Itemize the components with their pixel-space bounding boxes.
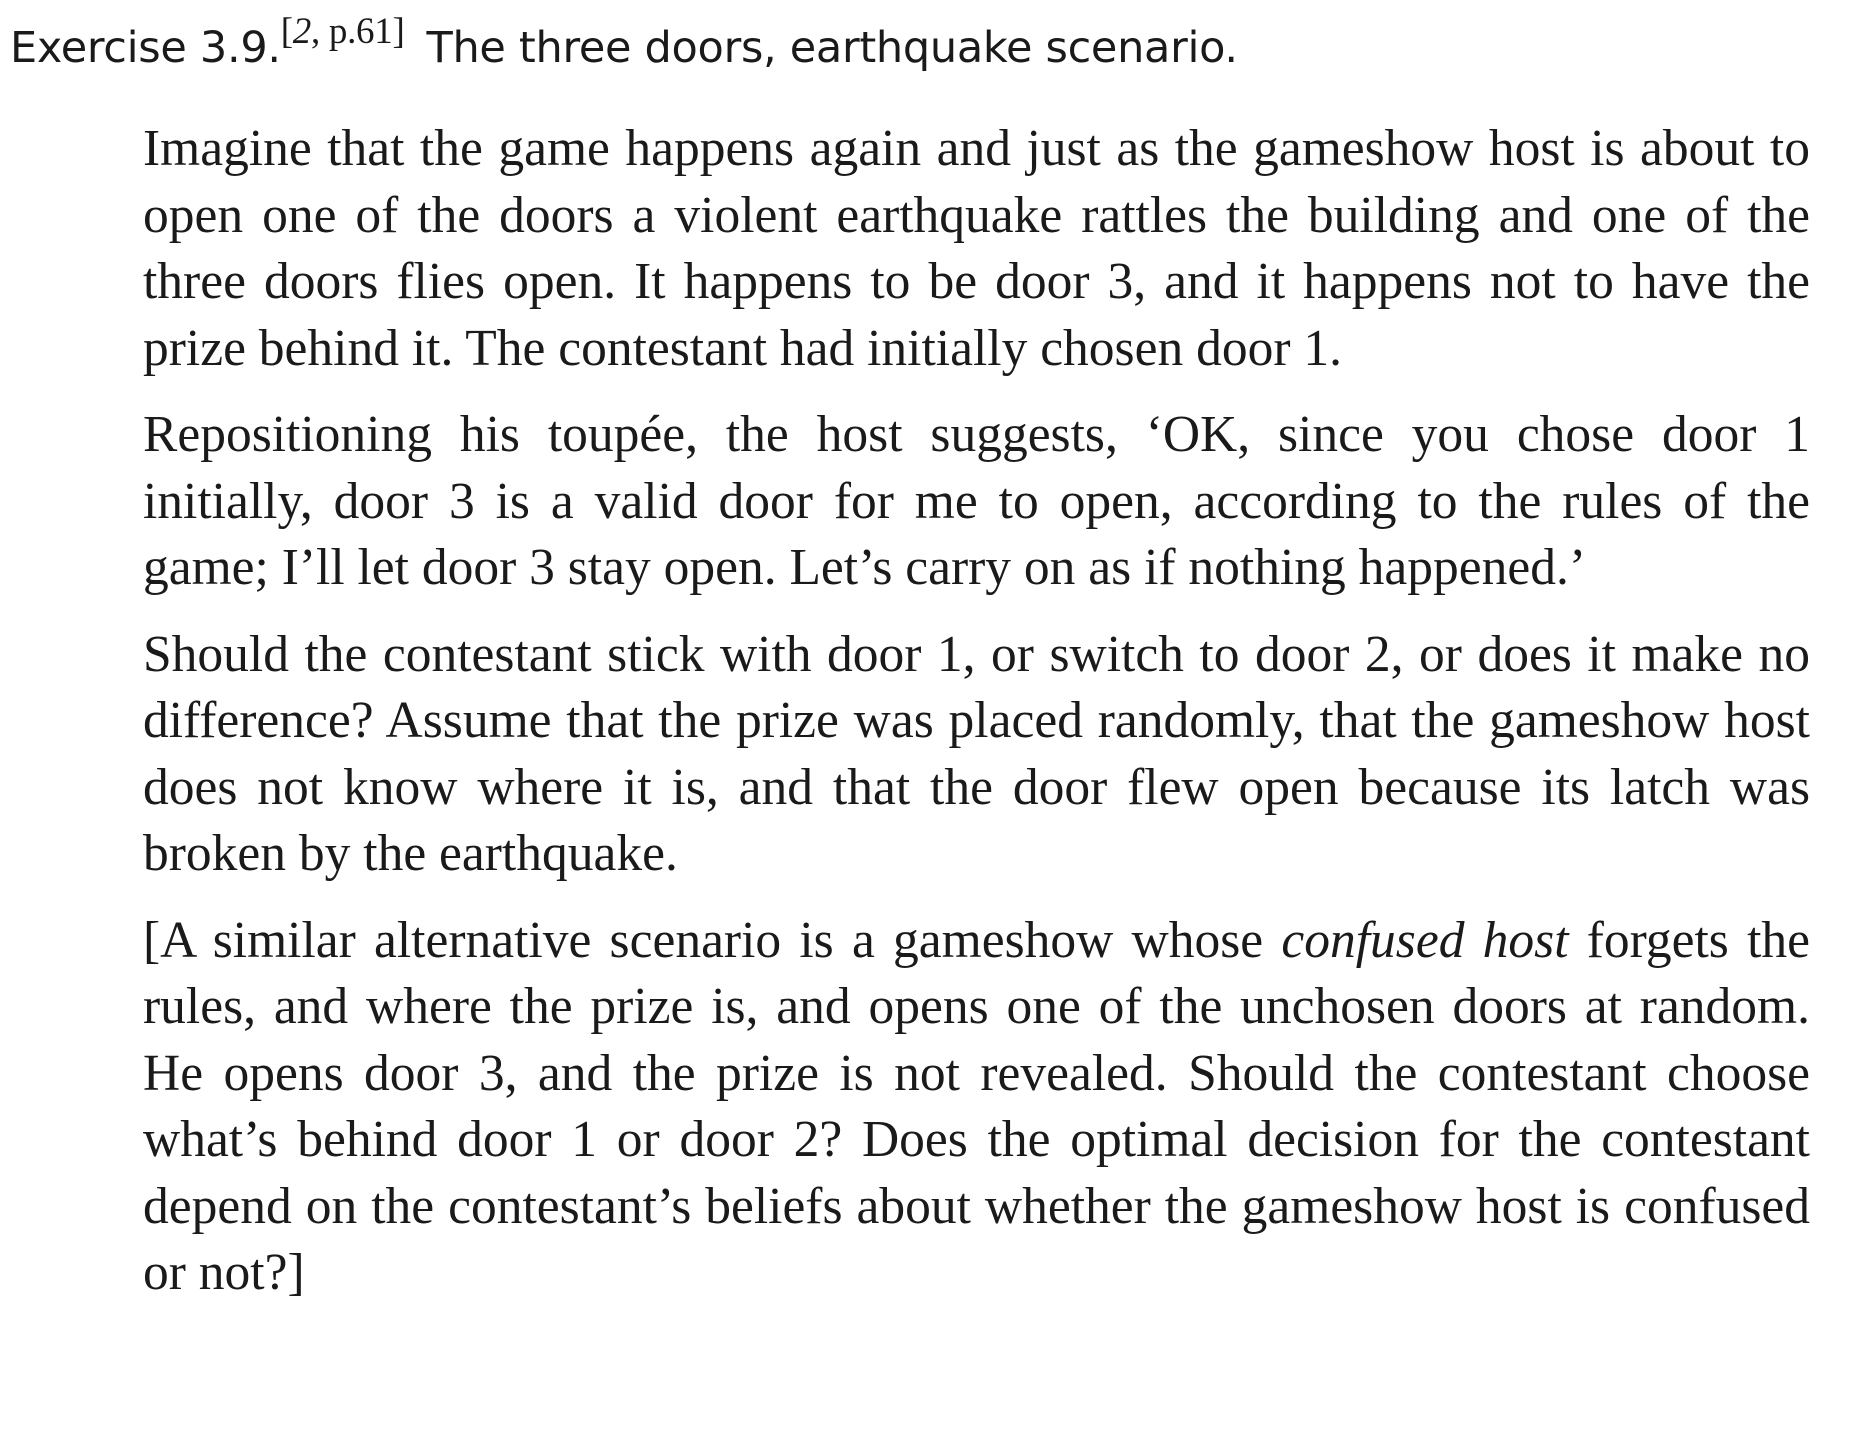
confused-host-emphasis: confused host <box>1281 911 1569 969</box>
paragraph-confused-host <box>143 908 1810 1307</box>
exercise-label: Exercise 3.9. <box>10 23 281 73</box>
reference-number: 2 <box>292 11 311 52</box>
paragraph-question: Should the contestant stick with door 1, or switch to door 2, or does it make no difference? Assume that the prize was placed randomly, that the gameshow host does not know where it is, and that the door flew open because its latch was broken by the earthquake. <box>143 625 1810 882</box>
exercise-heading <box>10 11 1238 81</box>
reference-open: [ <box>280 11 293 52</box>
paragraph-host-suggestion: Repositioning his toupée, the host suggests, ‘OK, since you chose door 1 initially, door 3 is a valid door for me to open, according to the rules of the game; I’ll let door 3 stay open. Let’s carry on as if nothing happened.’ <box>143 406 1810 596</box>
exercise-title: The three doors, earthquake scenario. <box>426 23 1238 73</box>
paragraph-earthquake: Imagine that the game happens again and just as the gameshow host is about to open one of the doors a violent earthquake rattles the building and one of the three doors flies open. It happens to be door 3, and it happens not to have the prize behind it. The contestant had initially chosen door 1. <box>143 120 1810 377</box>
confused-host-intro: [A similar alternative scenario is a gameshow whose <box>143 911 1282 969</box>
confused-host-rest: forgets the rules, and where the prize is, and opens one of the unchosen doors at random. He opens door 3, and the prize is not revealed. Should the contestant choose what’s behind door 1 or door 2? Does the optimal decision for the contestant depend on the contestant’s beliefs about whether the gameshow host is confused or not?] <box>143 911 1810 1301</box>
reference-page: , p.61] <box>311 11 405 52</box>
exercise-reference <box>281 11 405 52</box>
exercise-body <box>143 116 1810 1307</box>
